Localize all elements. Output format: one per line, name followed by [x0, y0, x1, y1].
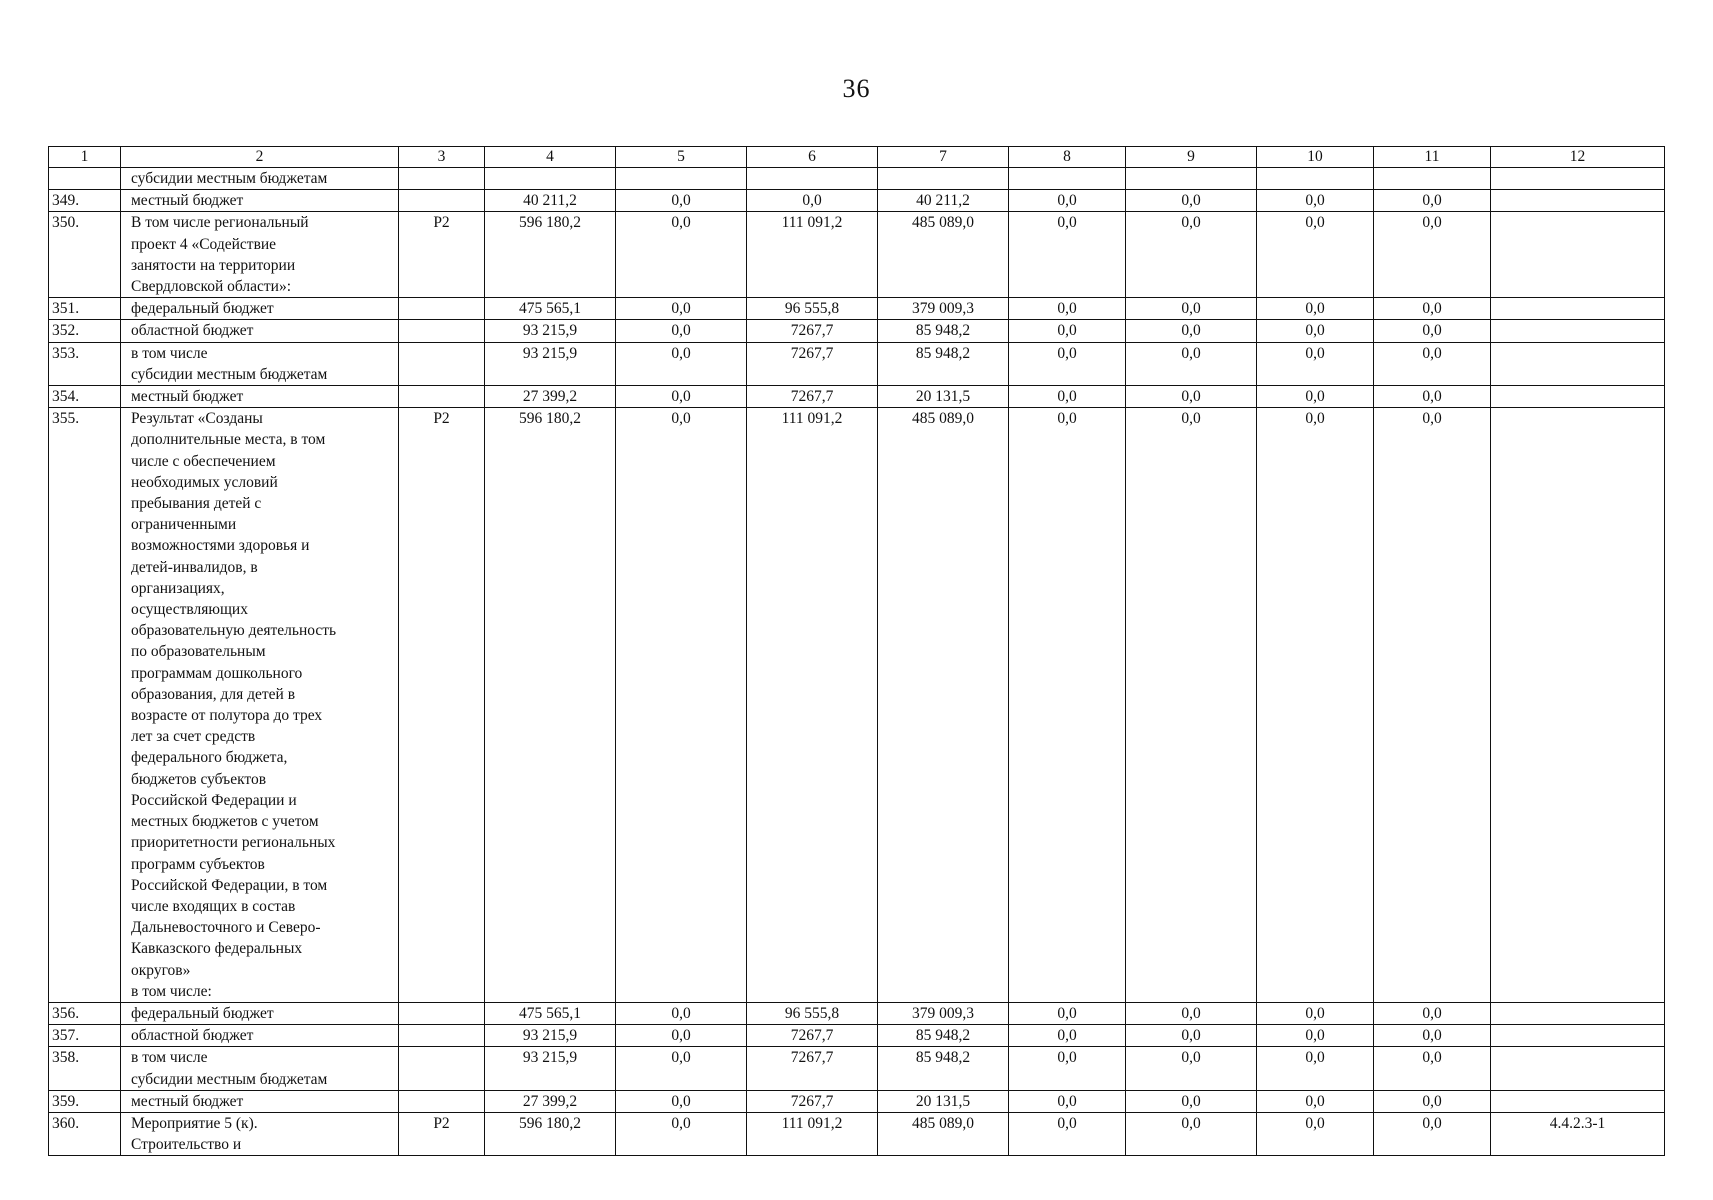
- value-cell: 0,0: [1126, 1090, 1257, 1112]
- value-cell: 0,0: [1374, 212, 1491, 298]
- value-cell: 0,0: [1126, 1112, 1257, 1155]
- value-cell: [747, 168, 878, 190]
- value-cell: 475 565,1: [485, 1002, 616, 1024]
- value-cell: 0,0: [1009, 342, 1126, 385]
- row-name: в том числе субсидии местным бюджетам: [121, 1047, 399, 1090]
- value-cell: 0,0: [1009, 1047, 1126, 1090]
- row-number: 354.: [49, 386, 121, 408]
- row-name: В том числе региональный проект 4 «Содействие занятости на территории Свердловской области»:: [121, 212, 399, 298]
- row-reference: [1491, 1047, 1665, 1090]
- row-reference: [1491, 168, 1665, 190]
- column-header: 1: [49, 147, 121, 168]
- row-code: [399, 320, 485, 342]
- value-cell: 0,0: [1009, 386, 1126, 408]
- value-cell: 0,0: [1257, 1090, 1374, 1112]
- table-row: [49, 320, 1665, 342]
- table-row: [49, 1112, 1665, 1155]
- row-number: [49, 168, 121, 190]
- row-name: местный бюджет: [121, 1090, 399, 1112]
- value-cell: 0,0: [616, 342, 747, 385]
- row-number: 353.: [49, 342, 121, 385]
- value-cell: 0,0: [1257, 1025, 1374, 1047]
- value-cell: 0,0: [1126, 408, 1257, 1003]
- value-cell: [1257, 168, 1374, 190]
- value-cell: 0,0: [1374, 298, 1491, 320]
- value-cell: 0,0: [1374, 1090, 1491, 1112]
- table-row: [49, 168, 1665, 190]
- value-cell: 40 211,2: [485, 190, 616, 212]
- value-cell: 0,0: [1257, 320, 1374, 342]
- value-cell: 27 399,2: [485, 1090, 616, 1112]
- row-code: [399, 298, 485, 320]
- value-cell: 0,0: [1126, 342, 1257, 385]
- value-cell: 475 565,1: [485, 298, 616, 320]
- value-cell: 0,0: [1126, 1047, 1257, 1090]
- row-code: [399, 168, 485, 190]
- value-cell: 93 215,9: [485, 342, 616, 385]
- value-cell: 93 215,9: [485, 1025, 616, 1047]
- row-code: Р2: [399, 212, 485, 298]
- value-cell: 111 091,2: [747, 212, 878, 298]
- value-cell: 0,0: [1126, 320, 1257, 342]
- value-cell: 111 091,2: [747, 408, 878, 1003]
- value-cell: 0,0: [1257, 386, 1374, 408]
- value-cell: 93 215,9: [485, 320, 616, 342]
- value-cell: 85 948,2: [878, 1047, 1009, 1090]
- row-number: 356.: [49, 1002, 121, 1024]
- column-header: 6: [747, 147, 878, 168]
- value-cell: 379 009,3: [878, 298, 1009, 320]
- value-cell: 0,0: [1126, 190, 1257, 212]
- table-body: [49, 168, 1665, 1156]
- row-code: [399, 386, 485, 408]
- table-row: [49, 1047, 1665, 1090]
- value-cell: 7267,7: [747, 342, 878, 385]
- row-number: 359.: [49, 1090, 121, 1112]
- value-cell: 0,0: [616, 1112, 747, 1155]
- value-cell: 0,0: [1374, 1002, 1491, 1024]
- table-row: [49, 298, 1665, 320]
- table-row: [49, 386, 1665, 408]
- table-row: [49, 342, 1665, 385]
- row-number: 352.: [49, 320, 121, 342]
- table-row: [49, 408, 1665, 1003]
- value-cell: 0,0: [616, 190, 747, 212]
- value-cell: 0,0: [747, 190, 878, 212]
- value-cell: 0,0: [1126, 1002, 1257, 1024]
- column-header: 2: [121, 147, 399, 168]
- row-name: Результат «Созданы дополнительные места, в том числе с обеспечением необходимых условий пребывания детей с ограниченными возможностями здоровья и детей-инвалидов, в организациях, осуществляющих образовательную деятельность по образовательным программам дошкольного образования, для детей в возрасте от полутора до трех лет за счет средств федерального бюджета, бюджетов субъектов Российской Федерации и местных бюджетов с учетом приоритетности региональных программ субъектов Российской Федерации, в том числе входящих в состав Дальневосточного и Северо- Кавказского федеральных округов» в том числе:: [121, 408, 399, 1003]
- value-cell: 0,0: [1009, 1090, 1126, 1112]
- row-reference: [1491, 298, 1665, 320]
- value-cell: 0,0: [1126, 212, 1257, 298]
- value-cell: [1126, 168, 1257, 190]
- value-cell: 27 399,2: [485, 386, 616, 408]
- value-cell: 40 211,2: [878, 190, 1009, 212]
- row-code: [399, 1090, 485, 1112]
- value-cell: 379 009,3: [878, 1002, 1009, 1024]
- row-code: Р2: [399, 1112, 485, 1155]
- row-code: [399, 1002, 485, 1024]
- value-cell: 0,0: [1257, 298, 1374, 320]
- column-header: 7: [878, 147, 1009, 168]
- value-cell: 0,0: [616, 212, 747, 298]
- row-name: областной бюджет: [121, 320, 399, 342]
- value-cell: 0,0: [616, 1025, 747, 1047]
- value-cell: 7267,7: [747, 386, 878, 408]
- value-cell: 0,0: [1257, 408, 1374, 1003]
- row-number: 350.: [49, 212, 121, 298]
- row-code: [399, 342, 485, 385]
- row-number: 357.: [49, 1025, 121, 1047]
- budget-table: [48, 146, 1665, 1156]
- value-cell: 0,0: [1374, 1047, 1491, 1090]
- value-cell: 0,0: [1257, 1112, 1374, 1155]
- value-cell: 0,0: [1257, 1002, 1374, 1024]
- row-number: 360.: [49, 1112, 121, 1155]
- table-row: [49, 1002, 1665, 1024]
- value-cell: 0,0: [1257, 212, 1374, 298]
- row-code: Р2: [399, 408, 485, 1003]
- row-reference: 4.4.2.3-1: [1491, 1112, 1665, 1155]
- row-reference: [1491, 320, 1665, 342]
- value-cell: 0,0: [1126, 1025, 1257, 1047]
- value-cell: 85 948,2: [878, 320, 1009, 342]
- value-cell: 0,0: [1374, 386, 1491, 408]
- row-name: Мероприятие 5 (к). Строительство и: [121, 1112, 399, 1155]
- row-reference: [1491, 190, 1665, 212]
- row-number: 351.: [49, 298, 121, 320]
- table-row: [49, 190, 1665, 212]
- value-cell: 0,0: [1126, 386, 1257, 408]
- column-header: 5: [616, 147, 747, 168]
- value-cell: 7267,7: [747, 1090, 878, 1112]
- value-cell: 0,0: [616, 386, 747, 408]
- value-cell: 0,0: [1374, 320, 1491, 342]
- value-cell: [878, 168, 1009, 190]
- row-code: [399, 190, 485, 212]
- column-header: 10: [1257, 147, 1374, 168]
- column-header: 9: [1126, 147, 1257, 168]
- value-cell: [1374, 168, 1491, 190]
- value-cell: 0,0: [616, 408, 747, 1003]
- value-cell: 0,0: [1257, 342, 1374, 385]
- value-cell: 0,0: [1374, 190, 1491, 212]
- table-row: [49, 1090, 1665, 1112]
- value-cell: 0,0: [1374, 1025, 1491, 1047]
- value-cell: 0,0: [1257, 1047, 1374, 1090]
- row-name: федеральный бюджет: [121, 298, 399, 320]
- value-cell: 0,0: [1009, 298, 1126, 320]
- value-cell: 111 091,2: [747, 1112, 878, 1155]
- value-cell: 0,0: [616, 298, 747, 320]
- value-cell: 7267,7: [747, 320, 878, 342]
- value-cell: 0,0: [1126, 298, 1257, 320]
- row-reference: [1491, 212, 1665, 298]
- value-cell: 0,0: [1374, 1112, 1491, 1155]
- column-header: 11: [1374, 147, 1491, 168]
- row-reference: [1491, 1002, 1665, 1024]
- value-cell: [616, 168, 747, 190]
- value-cell: 0,0: [1374, 408, 1491, 1003]
- column-header: 3: [399, 147, 485, 168]
- page-number: 36: [842, 74, 871, 103]
- row-reference: [1491, 386, 1665, 408]
- row-reference: [1491, 1090, 1665, 1112]
- row-code: [399, 1025, 485, 1047]
- value-cell: 596 180,2: [485, 408, 616, 1003]
- column-header: 12: [1491, 147, 1665, 168]
- value-cell: 596 180,2: [485, 1112, 616, 1155]
- row-name: субсидии местным бюджетам: [121, 168, 399, 190]
- value-cell: 485 089,0: [878, 1112, 1009, 1155]
- row-number: 355.: [49, 408, 121, 1003]
- value-cell: 96 555,8: [747, 1002, 878, 1024]
- value-cell: 0,0: [616, 1002, 747, 1024]
- value-cell: 0,0: [1374, 342, 1491, 385]
- value-cell: 0,0: [1009, 1025, 1126, 1047]
- row-number: 349.: [49, 190, 121, 212]
- row-name: местный бюджет: [121, 386, 399, 408]
- table-row: [49, 1025, 1665, 1047]
- value-cell: 0,0: [1009, 190, 1126, 212]
- value-cell: 7267,7: [747, 1047, 878, 1090]
- value-cell: 0,0: [616, 1090, 747, 1112]
- value-cell: [1009, 168, 1126, 190]
- row-reference: [1491, 1025, 1665, 1047]
- row-number: 358.: [49, 1047, 121, 1090]
- row-name: федеральный бюджет: [121, 1002, 399, 1024]
- table-row: [49, 212, 1665, 298]
- value-cell: 485 089,0: [878, 212, 1009, 298]
- value-cell: 485 089,0: [878, 408, 1009, 1003]
- value-cell: 0,0: [1009, 1002, 1126, 1024]
- value-cell: 85 948,2: [878, 1025, 1009, 1047]
- value-cell: 0,0: [1009, 320, 1126, 342]
- value-cell: 96 555,8: [747, 298, 878, 320]
- value-cell: 0,0: [616, 1047, 747, 1090]
- row-name: областной бюджет: [121, 1025, 399, 1047]
- value-cell: 85 948,2: [878, 342, 1009, 385]
- value-cell: 0,0: [616, 320, 747, 342]
- column-header: 8: [1009, 147, 1126, 168]
- row-name: в том числе субсидии местным бюджетам: [121, 342, 399, 385]
- value-cell: 7267,7: [747, 1025, 878, 1047]
- column-header: 4: [485, 147, 616, 168]
- row-reference: [1491, 342, 1665, 385]
- value-cell: [485, 168, 616, 190]
- table-header-row: [49, 147, 1665, 168]
- value-cell: 93 215,9: [485, 1047, 616, 1090]
- value-cell: 20 131,5: [878, 386, 1009, 408]
- value-cell: 0,0: [1257, 190, 1374, 212]
- row-reference: [1491, 408, 1665, 1003]
- value-cell: 0,0: [1009, 212, 1126, 298]
- value-cell: 20 131,5: [878, 1090, 1009, 1112]
- value-cell: 0,0: [1009, 1112, 1126, 1155]
- row-code: [399, 1047, 485, 1090]
- value-cell: 596 180,2: [485, 212, 616, 298]
- value-cell: 0,0: [1009, 408, 1126, 1003]
- row-name: местный бюджет: [121, 190, 399, 212]
